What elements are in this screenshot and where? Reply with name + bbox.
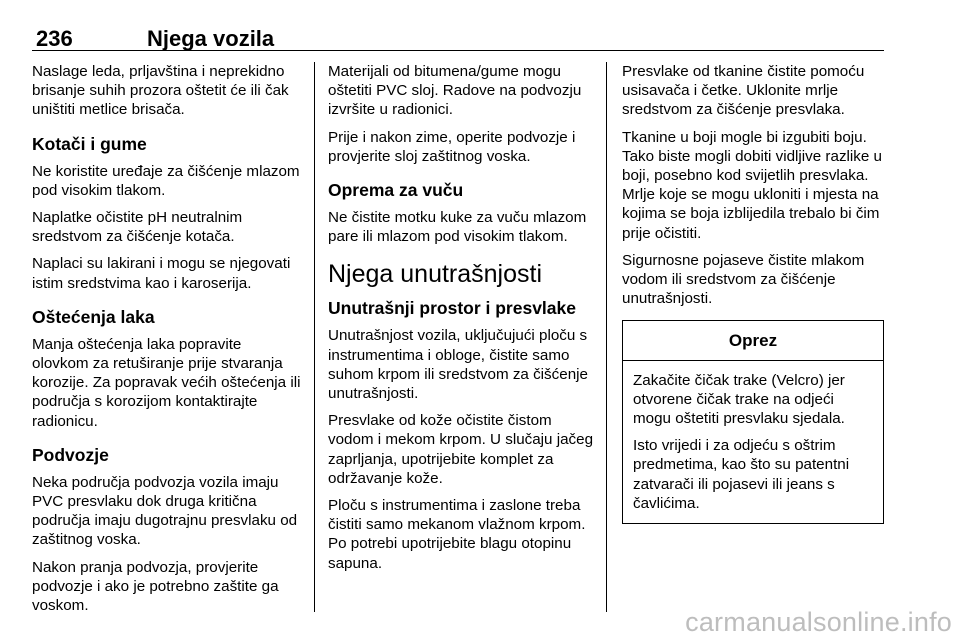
heading-towing: Oprema za vuču (328, 180, 464, 201)
paragraph-winter: Prije i nakon zime, operite podvozje i provjerite sloj zaštitnog voska. (328, 128, 576, 165)
page-header (32, 8, 884, 51)
caution-paragraph-1: Zakačite čičak trake (Velcro) jer otvorene čičak trake na odjeći mogu oštetiti presvlaku sjedala. (633, 371, 845, 428)
paragraph-fabric-2: Tkanine u boji mogle bi izgubiti boju. Tako biste mogli dobiti vidljive razlike u boji, posebno kod svijetlih presvlaka. Mrlje koje se mogu ukloniti i mjesta na kojima se boja izblijedila trebalo bi čim prije očistiti. (622, 128, 882, 242)
column-1 (32, 62, 302, 623)
paragraph-underbody-1: Neka područja podvozja vozila imaju PVC presvlaku dok druga kritična područja imaju dugotrajnu presvlaku od zaštitnog voska. (32, 473, 298, 549)
paragraph-seatbelts: Sigurnosne pojaseve čistite mlakom vodom ili sredstvom za čišćenje unutrašnjosti. (622, 251, 865, 308)
paragraph-interior-3: Ploču s instrumentima i zaslone treba čistiti samo mekanom vlažnom krpom. Po potrebi upotrijebite blagu otopinu sapuna. (328, 497, 586, 572)
paragraph-paint: Manja oštećenja laka popravite olovkom za retuširanje prije stvaranja korozije. Za popravak većih oštećenja ili područja s korozijom kontaktirajte radionicu. (32, 335, 301, 430)
caution-paragraph-2: Isto vrijedi i za odjeću s oštrim predmetima, kao što su patentni zatvarači ili pojasevi ili jeans s čavlićima. (633, 437, 850, 512)
heading-interior-upholstery: Unutrašnji prostor i presvlake (328, 298, 576, 319)
paragraph-wheels-1: Ne koristite uređaje za čišćenje mlazom pod visokim tlakom. (32, 162, 300, 199)
heading-paint-damage: Oštećenja laka (32, 306, 155, 327)
paragraph-wheels-2: Naplatke očistite pH neutralnim sredstvom za čišćenje kotača. (32, 209, 243, 246)
paragraph-towing: Ne čistite motku kuke za vuču mlazom pare ili mlazom pod visokim tlakom. (328, 209, 587, 246)
paragraph-interior-2: Presvlake od kože očistite čistom vodom i mekom krpom. U slučaju jačeg zaprljanja, upotrijebite komplet za održavanje kože. (328, 412, 594, 487)
heading-wheels-tyres: Kotači i gume (32, 133, 147, 154)
heading-interior-care: Njega unutrašnjosti (328, 260, 543, 289)
paragraph-wiper-intro: Naslage leda, prljavština i neprekidno brisanje suhih prozora oštetit će ili čak uništiti metlice brisača. (32, 63, 289, 119)
caution-box (622, 320, 884, 524)
watermark: carmanualsonline.info (685, 607, 952, 637)
column-3 (622, 62, 884, 524)
column-divider (606, 62, 607, 612)
paragraph-interior-1: Unutrašnjost vozila, uključujući ploču s instrumentima i obloge, čistite samo suhom krpom ili sredstvom za čišćenje unutrašnjosti. (328, 327, 588, 403)
chapter-title: Njega vozila (147, 26, 275, 51)
paragraph-bitumen: Materijali od bitumena/gume mogu oštetiti PVC sloj. Radove na podvozju izvršite u radionici. (328, 63, 582, 119)
paragraph-underbody-2: Nakon pranja podvozja, provjerite podvozje i ako je potrebno zaštite ga voskom. (32, 558, 279, 615)
paragraph-fabric-1: Presvlake od tkanine čistite pomoću usisavača i četke. Uklonite mrlje sredstvom za čišćenje presvlaka. (622, 63, 865, 119)
caution-title: Oprez (623, 321, 883, 360)
caution-body (623, 361, 883, 523)
column-2 (328, 62, 594, 581)
page-number: 236 (36, 26, 73, 51)
heading-underbody: Podvozje (32, 444, 109, 465)
column-divider (314, 62, 315, 612)
paragraph-wheels-3: Naplaci su lakirani i mogu se njegovati istim sredstvima kao i karoserija. (32, 255, 291, 292)
